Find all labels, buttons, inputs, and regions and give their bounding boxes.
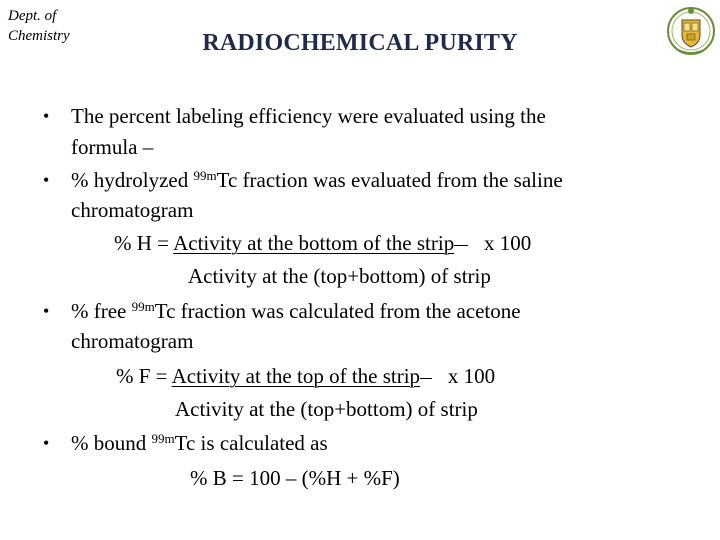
- formula-f-numerator-line: [116, 364, 495, 388]
- bullet-marker: •: [43, 433, 50, 453]
- formula-h-numerator: Activity at the bottom of the strip: [173, 231, 455, 255]
- formula-h-denominator: Activity at the (top+bottom) of strip: [188, 264, 491, 288]
- bullet-4-line-1: [71, 431, 328, 455]
- formula-h-multiplier: x 100: [483, 231, 532, 255]
- bullet-1-line-2: formula –: [71, 135, 154, 159]
- bullet-3-text-post: Tc fraction was calculated from the acetone: [154, 299, 521, 323]
- formula-f-denominator: Activity at the (top+bottom) of strip: [175, 397, 478, 421]
- bullet-marker: •: [43, 106, 50, 126]
- underline-gap: [420, 377, 432, 379]
- bullet-3-line-1: [71, 299, 521, 323]
- formula-f-multiplier: x 100: [447, 364, 496, 388]
- formula-h-lhs: % H =: [114, 231, 174, 255]
- formula-f-numerator: Activity at the top of the strip: [171, 364, 421, 388]
- bullet-2-line-2: chromatogram: [71, 198, 194, 222]
- bullet-2-text-pre: % hydrolyzed: [71, 168, 194, 192]
- bullet-3-line-2: chromatogram: [71, 329, 194, 353]
- bullet-2-text-post: Tc fraction was evaluated from the saline: [216, 168, 563, 192]
- isotope-superscript: 99m: [131, 299, 155, 314]
- department-line-1: Dept. of: [8, 8, 57, 24]
- department-line-2: Chemistry: [8, 28, 70, 44]
- bullet-3-text-pre: % free: [71, 299, 132, 323]
- bullet-marker: •: [43, 170, 50, 190]
- bullet-4-text-post: Tc is calculated as: [174, 431, 328, 455]
- bullet-marker: •: [43, 301, 50, 321]
- formula-f-lhs: % F =: [116, 364, 172, 388]
- formula-h-numerator-line: [114, 231, 531, 255]
- slide-title: RADIOCHEMICAL PURITY: [202, 30, 518, 56]
- isotope-superscript: 99m: [151, 431, 175, 446]
- underline-gap: [454, 244, 468, 246]
- formula-b: % B = 100 – (%H + %F): [190, 466, 400, 490]
- bullet-2-line-1: [71, 168, 563, 192]
- isotope-superscript: 99m: [193, 168, 217, 183]
- bullet-1-line-1: The percent labeling efficiency were evaluated using the: [71, 104, 546, 128]
- bullet-4-text-pre: % bound: [71, 431, 152, 455]
